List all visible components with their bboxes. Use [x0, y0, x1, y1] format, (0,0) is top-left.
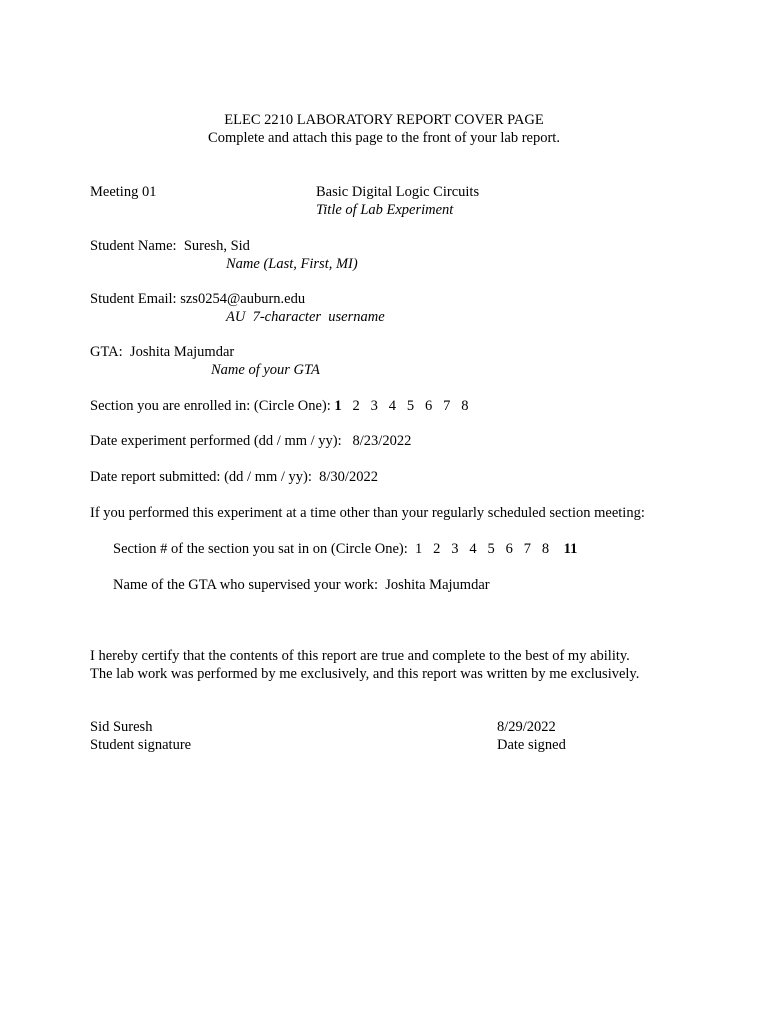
page-title: ELEC 2210 LABORATORY REPORT COVER PAGE — [224, 112, 544, 128]
gta-caption: Name of your GTA — [211, 362, 320, 378]
supervising-gta-label: Name of the GTA who supervised your work: — [113, 577, 379, 593]
other-section-option-3: 3 — [451, 541, 459, 557]
gta-value: Joshita Majumdar — [129, 344, 235, 360]
other-section-option-4: 4 — [469, 541, 477, 557]
other-time-intro: If you performed this experiment at a time other than your regularly scheduled section meeting: — [90, 505, 645, 521]
lab-title: Basic Digital Logic Circuits — [316, 184, 480, 200]
signature-name: Sid Suresh — [90, 719, 153, 735]
section-option-5: 5 — [406, 398, 415, 414]
student-name-row — [90, 237, 250, 255]
section-label: Section you are enrolled in: (Circle One): — [90, 398, 331, 414]
certification-line-2: The lab work was performed by me exclusively, and this report was written by me exclusively. — [90, 666, 640, 682]
other-section-option-7: 7 — [523, 541, 532, 557]
student-name-value: Suresh, Sid — [183, 238, 250, 254]
student-name-label: Student Name: — [90, 238, 177, 254]
other-section-option-2: 2 — [433, 541, 441, 557]
certification-line-1: I hereby certify that the contents of this report are true and complete to the best of my ability. — [90, 648, 630, 664]
date-performed-row — [90, 432, 411, 450]
date-submitted-value: 8/30/2022 — [319, 469, 378, 485]
section-option-8: 8 — [461, 398, 469, 414]
signature-caption: Student signature — [90, 737, 192, 753]
gta-row — [90, 343, 234, 361]
other-section-row — [113, 540, 577, 558]
signature-date-caption: Date signed — [497, 737, 566, 753]
lab-title-caption: Title of Lab Experiment — [316, 202, 454, 218]
section-option-7: 7 — [443, 398, 451, 414]
other-section-option-1: 1 — [415, 541, 423, 557]
date-submitted-label: Date report submitted: (dd / mm / yy): — [90, 469, 312, 485]
other-section-option-6: 6 — [505, 541, 513, 557]
student-email-caption: AU 7-character username — [226, 309, 385, 325]
date-submitted-row — [90, 468, 378, 486]
date-performed-value: 8/23/2022 — [352, 433, 412, 449]
other-section-selected: 11 — [563, 541, 578, 557]
student-name-caption: Name (Last, First, MI) — [226, 256, 358, 272]
signature-date: 8/29/2022 — [497, 719, 556, 735]
other-section-option-8: 8 — [541, 541, 550, 557]
date-performed-label: Date experiment performed (dd / mm / yy): — [90, 433, 342, 449]
student-email-label: Student Email: — [90, 291, 177, 307]
other-section-option-5: 5 — [487, 541, 495, 557]
section-option-3: 3 — [370, 398, 378, 414]
page-subtitle: Complete and attach this page to the front of your lab report. — [208, 130, 560, 146]
section-option-1: 1 — [334, 398, 342, 414]
student-email-value: szs0254@auburn.edu — [180, 291, 306, 307]
meeting-label: Meeting 01 — [90, 184, 157, 200]
supervising-gta-row — [113, 576, 490, 594]
section-option-2: 2 — [352, 398, 360, 414]
section-option-6: 6 — [425, 398, 433, 414]
section-row — [90, 397, 469, 415]
section-option-4: 4 — [388, 398, 397, 414]
gta-label: GTA: — [90, 344, 123, 360]
supervising-gta-value: Joshita Majumdar — [385, 577, 490, 593]
student-email-row — [90, 290, 305, 308]
other-section-label: Section # of the section you sat in on (Circle One): — [113, 541, 408, 557]
